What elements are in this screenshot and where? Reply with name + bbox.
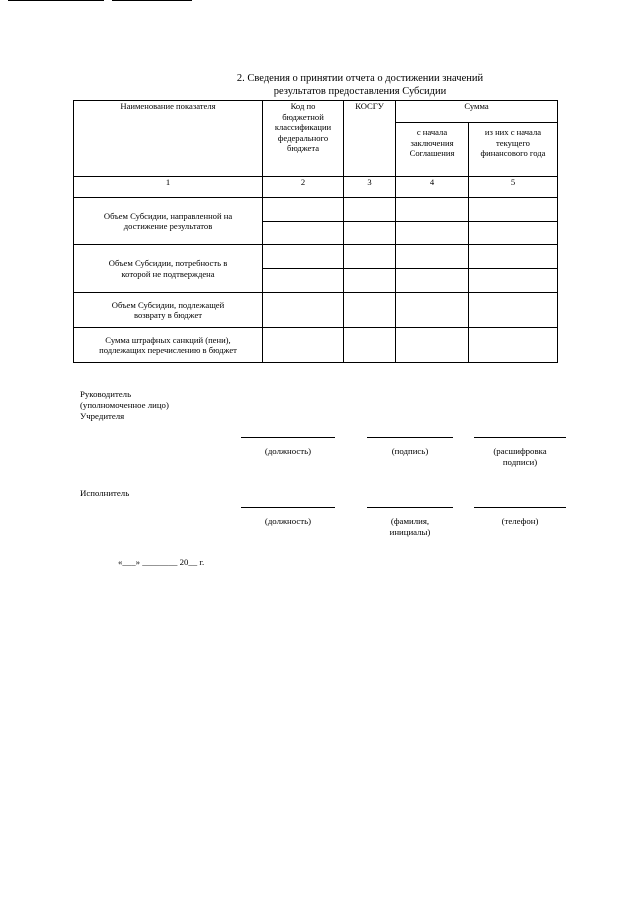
- report-table: [73, 100, 558, 363]
- decode-line: [474, 437, 566, 438]
- table-cell[interactable]: [263, 245, 344, 269]
- header-sum: Сумма: [396, 101, 558, 123]
- table-cell[interactable]: [469, 328, 558, 363]
- section-title-line1: 2. Сведения о принятии отчета о достижении значений: [236, 73, 484, 84]
- table-cell[interactable]: [469, 198, 558, 222]
- table-cell[interactable]: [469, 269, 558, 293]
- table-cell[interactable]: [263, 198, 344, 222]
- header-kosgu: КОСГУ: [344, 101, 396, 177]
- table-row-label: Объем Субсидии, потребность в которой не подтверждена: [74, 245, 263, 293]
- name-line: [367, 507, 453, 508]
- table-cell[interactable]: [263, 328, 344, 363]
- table-cell[interactable]: [469, 245, 558, 269]
- signature-caption: (подпись): [391, 446, 429, 456]
- column-number: 5: [469, 177, 558, 198]
- section-title: [200, 72, 520, 98]
- column-number: 1: [74, 177, 263, 198]
- table-cell[interactable]: [396, 245, 469, 269]
- table-cell[interactable]: [344, 269, 396, 293]
- table-cell[interactable]: [344, 293, 396, 328]
- executor-label: Исполнитель: [80, 488, 130, 498]
- table-cell[interactable]: [469, 293, 558, 328]
- position-line-2: [241, 507, 335, 508]
- table-cell[interactable]: [469, 222, 558, 245]
- decode-caption: (расшифровка подписи): [493, 446, 547, 467]
- table-cell[interactable]: [396, 293, 469, 328]
- top-rule-right: [112, 0, 192, 1]
- column-number: 4: [396, 177, 469, 198]
- table-cell[interactable]: [396, 222, 469, 245]
- name-caption: (фамилия, инициалы): [389, 516, 431, 537]
- position-caption: (должность): [264, 446, 312, 456]
- date-field: «___» ________ 20__ г.: [118, 557, 205, 567]
- table-row-label: Сумма штрафных санкций (пени), подлежащих перечислению в бюджет: [74, 328, 263, 363]
- column-number: 2: [263, 177, 344, 198]
- phone-caption: (телефон): [501, 516, 539, 526]
- header-indicator: Наименование показателя: [74, 101, 263, 177]
- table-cell[interactable]: [396, 198, 469, 222]
- table-cell[interactable]: [396, 269, 469, 293]
- table-cell[interactable]: [344, 245, 396, 269]
- position-line: [241, 437, 335, 438]
- top-rule-left: [8, 0, 104, 1]
- position-caption-2: (должность): [264, 516, 312, 526]
- table-cell[interactable]: [344, 198, 396, 222]
- table-cell[interactable]: [263, 269, 344, 293]
- table-row-label: Объем Субсидии, подлежащей возврату в бюджет: [74, 293, 263, 328]
- signature-line: [367, 437, 453, 438]
- head-label: Руководитель (уполномоченное лицо) Учредителя: [80, 389, 169, 421]
- column-number: 3: [344, 177, 396, 198]
- section-title-line2: результатов предоставления Субсидии: [273, 86, 447, 97]
- header-since-year: из них с начала текущего финансового года: [469, 123, 558, 177]
- table-cell[interactable]: [344, 222, 396, 245]
- table-cell[interactable]: [396, 328, 469, 363]
- table-cell[interactable]: [263, 222, 344, 245]
- header-budget-code: Код по бюджетной классификации федерального бюджета: [263, 101, 344, 177]
- table-row-label: Объем Субсидии, направленной на достижение результатов: [74, 198, 263, 245]
- table-cell[interactable]: [344, 328, 396, 363]
- table-cell[interactable]: [263, 293, 344, 328]
- phone-line: [474, 507, 566, 508]
- header-since-agreement: с начала заключения Соглашения: [396, 123, 469, 177]
